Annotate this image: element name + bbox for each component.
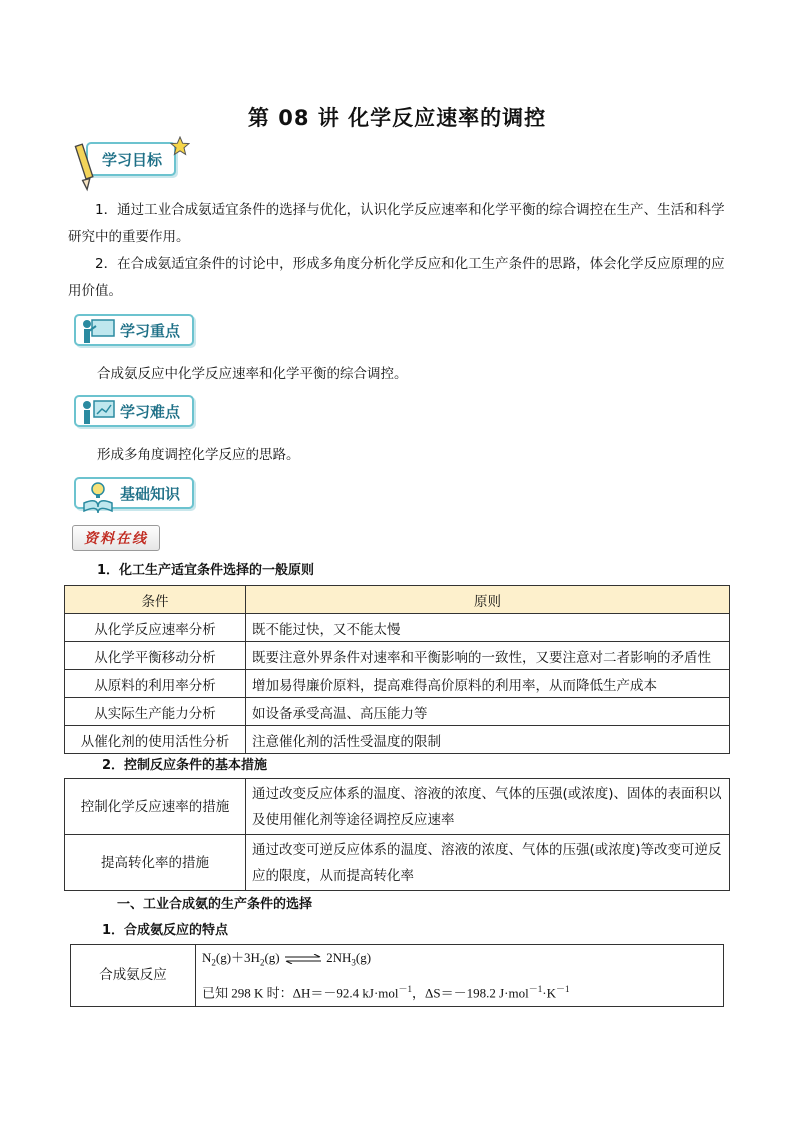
heading-ammonia-features: 1．合成氨反应的特点 [102,923,229,938]
section-label: 学习难点 [74,395,194,427]
thermo-data: 已知 298 K 时：ΔH＝－92.4 kJ·mol$^{-1}$，ΔS＝－198.2 $J\cdot mol^{-1}\cdot K^{-1}$ [202,983,570,1000]
column-header: 原则 [246,586,730,614]
table-row [65,670,730,698]
table-cell: 从原料的利用率分析 [65,670,246,698]
star-icon [170,136,190,156]
table-header-row [65,586,730,614]
difficulty-text: 形成多角度调控化学反应的思路。 [97,447,300,463]
table-cell: 提高转化率的措施 [65,835,246,891]
column-header: 条件 [65,586,246,614]
table-cell: 既要注意外界条件对速率和平衡影响的一致性，又要注意对二者影响的矛盾性 [246,642,730,670]
section-badge-objectives [66,142,190,176]
section-label: 学习目标 [86,142,176,176]
table-cell: 既不能过快，又不能太慢 [246,614,730,642]
heading-principles: 1．化工生产适宜条件选择的一般原则 [97,563,315,578]
teacher-board-icon [78,314,118,354]
table-cell: 从化学平衡移动分析 [65,642,246,670]
table-cell: 增加易得廉价原料，提高难得高价原料的利用率，从而降低生产成本 [246,670,730,698]
objectives-list [68,197,728,305]
presenter-chart-icon [78,395,118,435]
table-cell: 如设备承受高温、高压能力等 [246,698,730,726]
section-label: 基础知识 [74,477,194,509]
section-badge-basics [74,477,194,509]
table-row [65,614,730,642]
table-row [65,642,730,670]
table-cell: 合成氨反应 [71,945,196,1007]
page-title: 第 08 讲 化学反应速率的调控 [247,106,547,130]
measures-table [64,778,730,891]
objective-item: 2．在合成氨适宜条件的讨论中，形成多角度分析化学反应和化工生产条件的思路，体会化学反应原理的应用价值。 [68,256,725,299]
objective-item: 1．通过工业合成氨适宜条件的选择与优化，认识化学反应速率和化学平衡的综合调控在生产、生活和科学研究中的重要作用。 [68,202,725,245]
table-cell: 从实际生产能力分析 [65,698,246,726]
table-cell: 从化学反应速率分析 [65,614,246,642]
table-cell: 注意催化剂的活性受温度的限制 [246,726,730,754]
table-row [71,945,724,1007]
table-row [65,698,730,726]
principles-table [64,585,730,754]
pencil-star-icon [70,138,106,194]
section-label: 学习重点 [74,314,194,346]
section-badge-focus [74,314,194,346]
focus-text: 合成氨反应中化学反应速率和化学平衡的综合调控。 [97,366,408,382]
table-cell: 通过改变反应体系的温度、溶液的浓度、气体的压强(或浓度)、固体的表面积以及使用催化剂等途径调控反应速率 [246,779,730,835]
table-cell: 通过改变可逆反应体系的温度、溶液的浓度、气体的压强(或浓度)等改变可逆反应的限度，从而提高转化率 [246,835,730,891]
table-cell [196,945,724,1007]
resource-badge: 资料在线 [72,525,160,551]
table-cell: 从催化剂的使用活性分析 [65,726,246,754]
table-row [65,726,730,754]
section-badge-difficulty [74,395,194,427]
reaction-equation: $N_2(g)+3H_2(g)$ $2NH_3(g)$ [202,950,372,968]
table-row [65,779,730,835]
table-cell: 控制化学反应速率的措施 [65,779,246,835]
heading-ammonia-conditions: 一、工业合成氨的生产条件的选择 [117,897,313,912]
book-lightbulb-icon [78,477,118,517]
heading-measures: 2．控制反应条件的基本措施 [102,758,268,773]
table-row [65,835,730,891]
reversible-arrow-icon [283,954,323,964]
ammonia-reaction-table [70,944,724,1007]
